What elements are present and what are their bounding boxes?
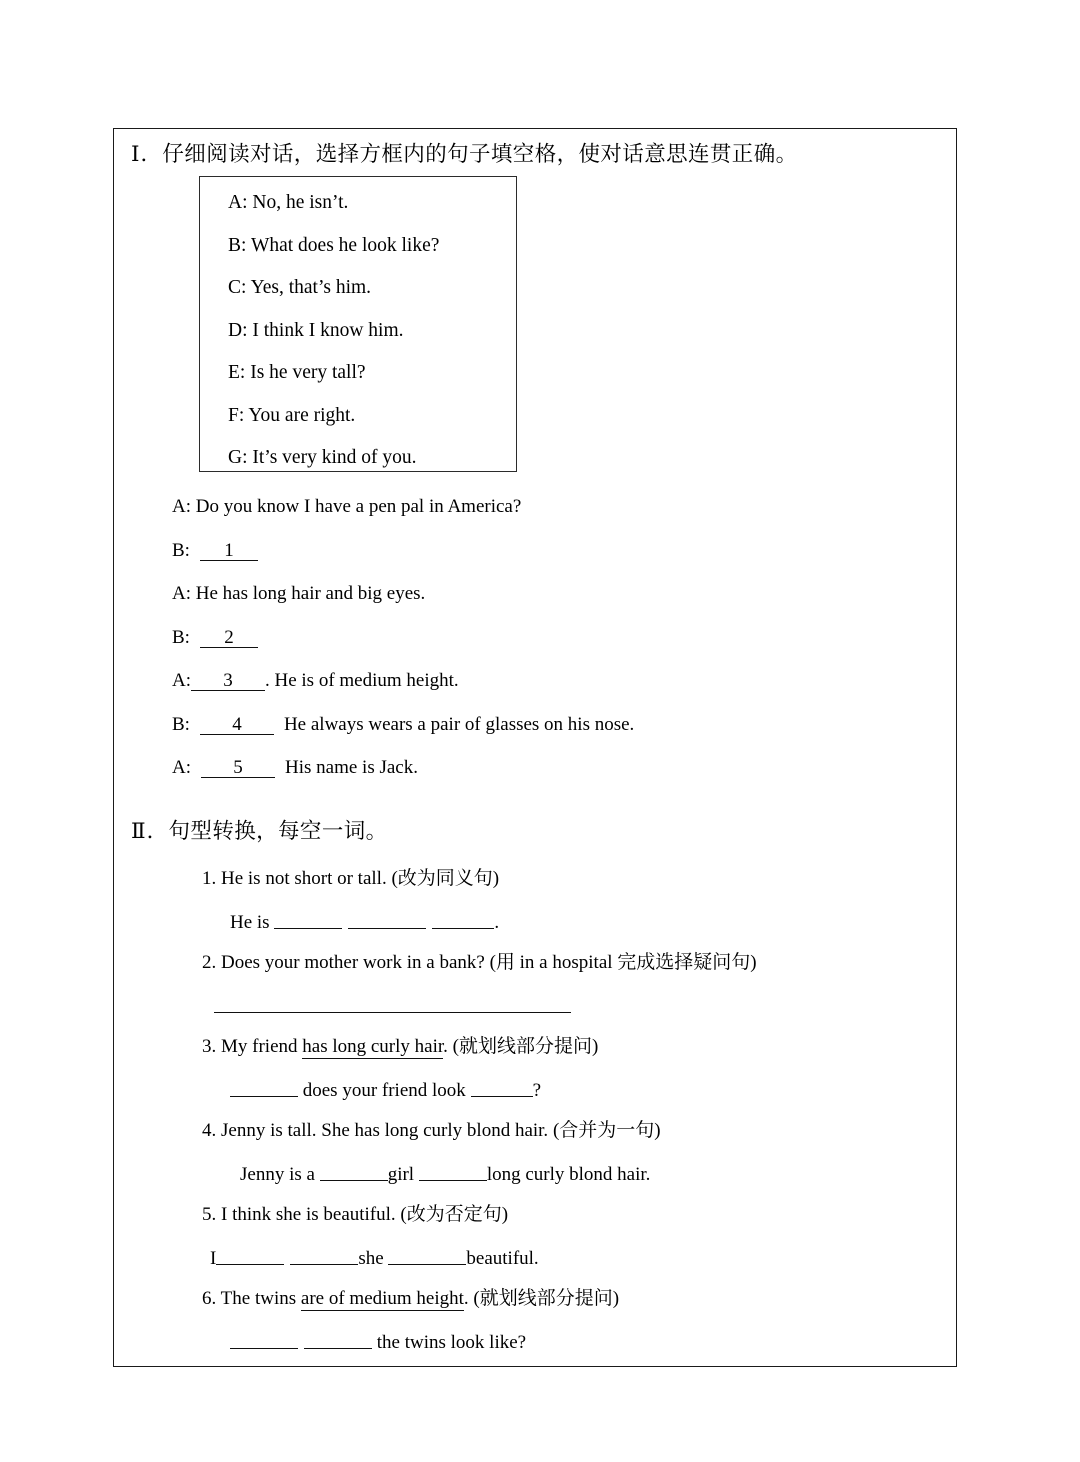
item-number: 3. bbox=[202, 1036, 217, 1057]
options-box bbox=[199, 176, 517, 472]
question-text: Jenny is tall. She has long curly blond hair. bbox=[221, 1120, 549, 1141]
exercise-answer bbox=[202, 1163, 942, 1205]
answer-prefix: I bbox=[210, 1248, 217, 1269]
option-item: E: Is he very tall? bbox=[228, 362, 366, 383]
answer-prefix: He is bbox=[230, 912, 270, 933]
section-1-heading bbox=[131, 141, 798, 168]
dialogue-blank-5[interactable]: 5 bbox=[201, 758, 275, 778]
exercise-answer bbox=[202, 911, 942, 953]
item-number: 5. bbox=[202, 1204, 217, 1225]
answer-blank[interactable] bbox=[348, 911, 426, 929]
option-item: C: Yes, that’s him. bbox=[228, 277, 372, 298]
exercise-list bbox=[202, 869, 942, 1373]
question-after: . bbox=[443, 1036, 448, 1057]
section-2-period: ． bbox=[146, 819, 169, 843]
answer-suffix: long curly blond hair. bbox=[486, 1164, 651, 1185]
question-instruction: (合并为一句) bbox=[552, 1120, 661, 1141]
question-text: Does your mother work in a bank? bbox=[221, 952, 485, 973]
answer-blank[interactable] bbox=[419, 1163, 487, 1181]
exercise-answer bbox=[202, 1247, 942, 1289]
answer-blank[interactable] bbox=[388, 1247, 466, 1265]
question-instruction: (用 in a hospital 完成选择疑问句) bbox=[489, 952, 757, 973]
exercise-item-2 bbox=[202, 953, 942, 1037]
exercise-answer bbox=[202, 1331, 942, 1373]
dialogue-speaker: B: bbox=[172, 713, 190, 735]
question-underlined-part: has long curly hair bbox=[302, 1036, 444, 1057]
question-instruction: (改为否定句) bbox=[400, 1204, 509, 1225]
dialogue-speaker: A: bbox=[172, 757, 191, 778]
item-number: 4. bbox=[202, 1120, 217, 1141]
option-item: D: I think I know him. bbox=[228, 319, 404, 341]
option-item: F: You are right. bbox=[228, 404, 356, 426]
answer-blank[interactable] bbox=[471, 1079, 533, 1097]
dialogue-text: His name is Jack. bbox=[285, 757, 418, 778]
dialogue-line bbox=[172, 758, 932, 802]
section-2-heading bbox=[131, 818, 388, 845]
answer-suffix: beautiful. bbox=[466, 1248, 539, 1269]
dialogue-blank-4[interactable]: 4 bbox=[200, 715, 274, 735]
options-list bbox=[200, 177, 516, 491]
answer-blank[interactable] bbox=[230, 1331, 298, 1349]
question-instruction: (就划线部分提问) bbox=[473, 1288, 620, 1309]
question-underlined-part: are of medium height bbox=[300, 1288, 464, 1309]
exercise-question bbox=[202, 953, 942, 995]
dialogue-text: He always wears a pair of glasses on his nose. bbox=[283, 713, 635, 735]
answer-blank[interactable] bbox=[216, 1247, 284, 1265]
dialogue-text: Do you know I have a pen pal in America? bbox=[195, 496, 522, 517]
dialogue-line bbox=[172, 497, 932, 541]
section-2-heading-text: 句型转换，每空一词。 bbox=[168, 819, 388, 843]
dialogue-speaker: B: bbox=[172, 539, 190, 561]
exercise-question bbox=[202, 1121, 942, 1163]
answer-mid: does your friend look bbox=[302, 1080, 466, 1101]
option-item: G: It’s very kind of you. bbox=[228, 447, 417, 468]
exercise-item-6 bbox=[202, 1289, 942, 1373]
option-item: B: What does he look like? bbox=[228, 234, 440, 256]
worksheet-page bbox=[113, 128, 957, 1367]
exercise-item-4 bbox=[202, 1121, 942, 1205]
section-1-heading-text: 仔细阅读对话，选择方框内的句子填空格，使对话意思连贯正确。 bbox=[162, 142, 798, 166]
dialogue-blank-1[interactable]: 1 bbox=[200, 541, 258, 561]
exercise-item-5 bbox=[202, 1205, 942, 1289]
dialogue-line bbox=[172, 715, 932, 759]
dialogue-speaker: A: bbox=[172, 670, 191, 691]
answer-blank[interactable] bbox=[304, 1331, 372, 1349]
dialogue-blank-2[interactable]: 2 bbox=[200, 628, 258, 648]
exercise-item-1 bbox=[202, 869, 942, 953]
answer-mid: girl bbox=[387, 1164, 415, 1185]
exercise-question bbox=[202, 1205, 942, 1247]
item-number: 2. bbox=[202, 952, 217, 973]
section-2-roman: Ⅱ bbox=[131, 819, 147, 843]
answer-mid: she bbox=[358, 1248, 384, 1269]
question-before: The twins bbox=[220, 1288, 301, 1309]
dialogue-line bbox=[172, 628, 932, 672]
answer-prefix: Jenny is a bbox=[240, 1164, 315, 1185]
answer-blank[interactable] bbox=[432, 911, 494, 929]
dialogue-blank-3[interactable]: 3 bbox=[191, 671, 265, 691]
dialogue-line bbox=[172, 671, 932, 715]
exercise-question bbox=[202, 1037, 942, 1079]
answer-blank[interactable] bbox=[274, 911, 342, 929]
item-number: 6. bbox=[202, 1288, 217, 1309]
answer-blank[interactable] bbox=[320, 1163, 388, 1181]
question-instruction: (就划线部分提问) bbox=[452, 1036, 599, 1057]
question-text: I think she is beautiful. bbox=[221, 1204, 396, 1225]
question-before: My friend bbox=[221, 1036, 303, 1057]
dialogue-text: He has long hair and big eyes. bbox=[195, 583, 426, 604]
option-item: A: No, he isn’t. bbox=[228, 192, 349, 213]
section-1-period: ． bbox=[140, 142, 163, 166]
dialogue-line bbox=[172, 584, 932, 628]
exercise-item-3 bbox=[202, 1037, 942, 1121]
dialogue-speaker: A: bbox=[172, 583, 191, 604]
question-after: . bbox=[463, 1288, 469, 1309]
worksheet-content bbox=[114, 129, 956, 1366]
section-1-roman: Ⅰ bbox=[131, 142, 141, 166]
answer-blank[interactable] bbox=[290, 1247, 358, 1265]
exercise-question bbox=[202, 869, 942, 911]
dialogue-speaker: A: bbox=[172, 496, 191, 517]
item-number: 1. bbox=[202, 868, 217, 889]
answer-suffix: . bbox=[494, 912, 500, 933]
exercise-question bbox=[202, 1289, 942, 1331]
answer-suffix: the twins look like? bbox=[376, 1332, 527, 1353]
dialogue-text: . He is of medium height. bbox=[265, 670, 459, 691]
question-instruction: (改为同义句) bbox=[391, 868, 500, 889]
answer-blank[interactable] bbox=[230, 1079, 298, 1097]
answer-suffix: ? bbox=[532, 1080, 541, 1101]
dialogue-speaker: B: bbox=[172, 626, 190, 648]
question-text: He is not short or tall. bbox=[221, 868, 387, 889]
answer-blank[interactable] bbox=[214, 995, 571, 1013]
exercise-answer bbox=[202, 995, 942, 1037]
dialogue-block bbox=[172, 497, 932, 802]
exercise-answer bbox=[202, 1079, 942, 1121]
dialogue-line bbox=[172, 541, 932, 585]
